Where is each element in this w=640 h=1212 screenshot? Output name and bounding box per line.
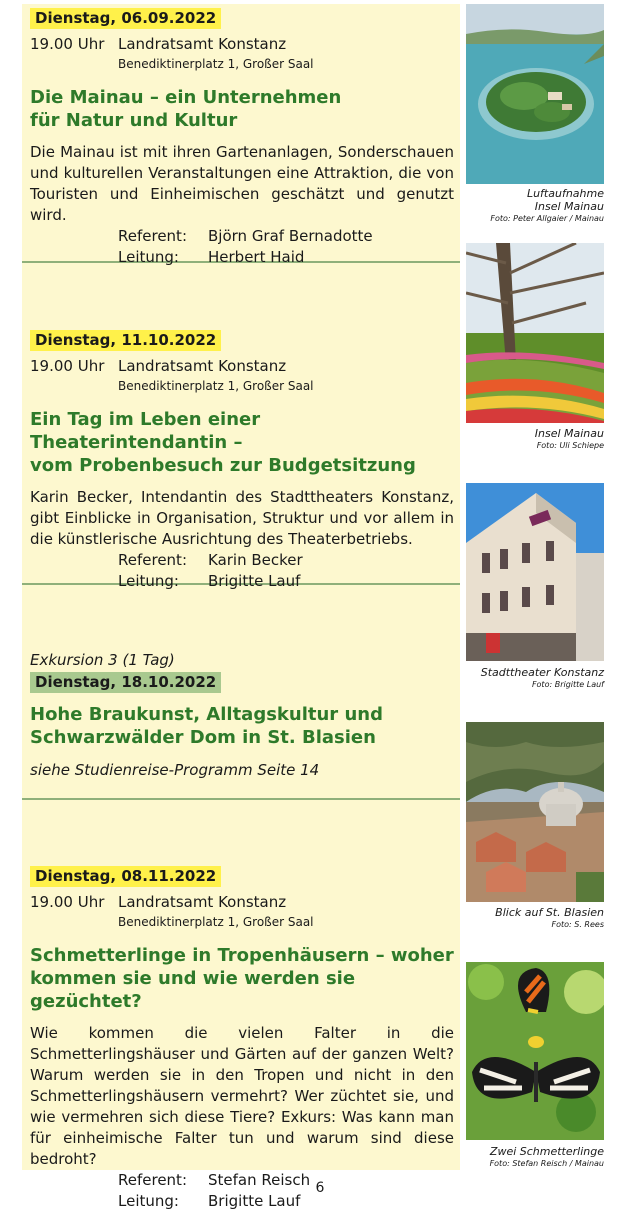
event-description: Karin Becker, Intendantin des Stadttheaters Konstanz, gibt Einblicke in Organisation, Struktur und vor allem in die künstlerische Ausrichtung des Theaterbetriebs. — [30, 488, 454, 548]
event-title-line: Die Mainau – ein Unternehmen — [30, 87, 342, 108]
event-title-line: kommen sie und wie werden sie gezüchtet? — [30, 968, 356, 1012]
event-title-line: vom Probenbesuch zur Budgetsitzung — [30, 455, 416, 476]
event-leitung — [118, 571, 454, 592]
photo-credit: Foto: Peter Allgaier / Mainau — [490, 214, 604, 223]
event-2 — [30, 330, 454, 592]
caption-text: Luftaufnahme — [526, 187, 604, 200]
excursion-note: siehe Studienreise-Programm Seite 14 — [30, 761, 320, 779]
event-1 — [30, 8, 454, 268]
caption-text: Stadttheater Konstanz — [480, 666, 604, 679]
event-time: 19.00 Uhr — [30, 893, 105, 911]
referent-label: Referent: — [118, 1171, 187, 1189]
leitung-label: Leitung: — [118, 248, 179, 266]
event-referent — [118, 550, 454, 571]
event-time: 19.00 Uhr — [30, 35, 105, 53]
leitung-label: Leitung: — [118, 1192, 179, 1210]
leitung-label: Leitung: — [118, 572, 179, 590]
event-address: Benediktinerplatz 1, Großer Saal — [118, 57, 314, 71]
event-title — [30, 703, 454, 749]
photo-credit: Foto: Stefan Reisch / Mainau — [489, 1159, 604, 1168]
event-3 — [30, 651, 454, 779]
event-title — [30, 408, 454, 477]
caption-text: Insel Mainau — [534, 200, 604, 213]
event-leitung — [118, 247, 454, 268]
photo-caption-4 — [466, 906, 604, 931]
photo-butterflies — [466, 962, 604, 1140]
referent-name: Björn Graf Bernadotte — [208, 227, 373, 245]
leitung-name: Herbert Haid — [208, 248, 305, 266]
event-description: Wie kommen die vielen Falter in die Schmetterlingshäuser und Gärten auf der ganzen Welt? Warum werden sie in den Tropen und nicht in den Schmetterlingshäusern vermehrt? Wer züchtet sie, und wie vermehren sich diese Tiere? Exkurs: Was kann man für einheimische Falter tun und warum sind diese bedroht? — [30, 1024, 454, 1168]
photo-st-blasien — [466, 722, 604, 902]
photo-mainau-aerial — [466, 4, 604, 184]
caption-text: Zwei Schmetterlinge — [489, 1145, 604, 1158]
referent-label: Referent: — [118, 227, 187, 245]
referent-name: Karin Becker — [208, 551, 303, 569]
event-time-row — [30, 893, 454, 912]
event-date: Dienstag, 08.11.2022 — [30, 866, 221, 887]
event-title-line: Schmetterlinge in Tropenhäusern – woher — [30, 945, 454, 966]
photo-caption-5 — [466, 1145, 604, 1170]
event-description: Die Mainau ist mit ihren Gartenanlagen, Sonderschauen und kulturellen Veranstaltungen eine Attraktion, die von Touristen und Einheimischen geschätzt und genutzt wird. — [30, 143, 454, 224]
photo-caption-3 — [466, 666, 604, 691]
photo-credit: Foto: Brigitte Lauf — [531, 680, 604, 689]
event-place: Landratsamt Konstanz — [118, 357, 287, 375]
event-title-line: Ein Tag im Leben einer Theaterintendantin – — [30, 409, 261, 453]
leitung-name: Brigitte Lauf — [208, 572, 301, 590]
event-time-row — [30, 357, 454, 376]
event-place: Landratsamt Konstanz — [118, 893, 287, 911]
event-title-line: Hohe Braukunst, Alltagskultur und — [30, 704, 383, 725]
event-date: Dienstag, 11.10.2022 — [30, 330, 221, 351]
event-place: Landratsamt Konstanz — [118, 35, 287, 53]
referent-label: Referent: — [118, 551, 187, 569]
event-time-row — [30, 35, 454, 54]
event-title-line: für Natur und Kultur — [30, 110, 238, 131]
event-4 — [30, 866, 454, 1212]
event-address: Benediktinerplatz 1, Großer Saal — [118, 915, 314, 929]
event-date: Dienstag, 06.09.2022 — [30, 8, 221, 29]
event-title-line: Schwarzwälder Dom in St. Blasien — [30, 727, 376, 748]
event-address: Benediktinerplatz 1, Großer Saal — [118, 379, 314, 393]
photo-stadttheater — [466, 483, 604, 661]
photo-mainau-tulips — [466, 243, 604, 423]
photo-caption-1 — [466, 187, 604, 225]
photo-credit: Foto: Uli Schiepe — [536, 441, 604, 450]
referent-name: Stefan Reisch — [208, 1171, 311, 1189]
event-title — [30, 86, 454, 132]
page-number: 6 — [315, 1180, 325, 1196]
leitung-name: Brigitte Lauf — [208, 1192, 301, 1210]
photo-credit: Foto: S. Rees — [551, 920, 604, 929]
event-title — [30, 944, 454, 1013]
excursion-label: Exkursion 3 (1 Tag) — [30, 651, 175, 669]
event-time: 19.00 Uhr — [30, 357, 105, 375]
caption-text: Blick auf St. Blasien — [495, 906, 604, 919]
event-date: Dienstag, 18.10.2022 — [30, 672, 221, 693]
event-referent — [118, 226, 454, 247]
caption-text: Insel Mainau — [534, 427, 604, 440]
photo-caption-2 — [466, 427, 604, 452]
